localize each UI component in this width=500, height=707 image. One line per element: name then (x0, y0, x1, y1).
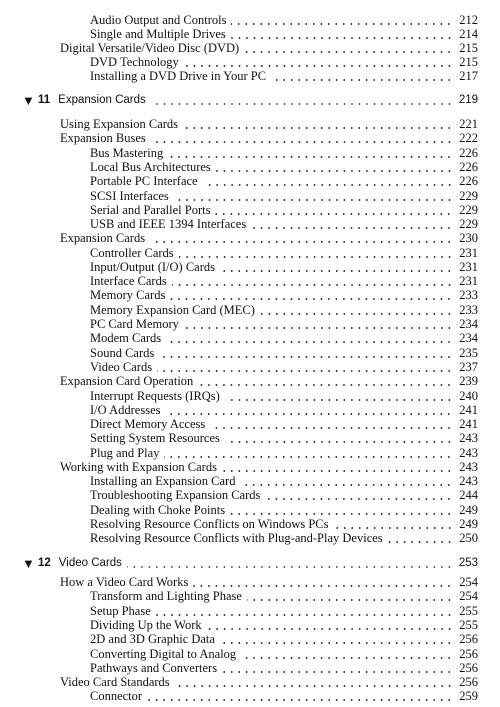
toc-entry-i-o-addresses (90, 403, 478, 418)
page-number: 234 (459, 317, 478, 331)
page-number: 234 (459, 331, 478, 345)
chapter-number: 11 (38, 94, 51, 106)
entry-title: Expansion Card Operation (60, 374, 194, 388)
page-number: 256 (459, 661, 478, 675)
entry-title: Installing an Expansion Card (90, 474, 236, 488)
page-number: 233 (459, 288, 478, 302)
entry-title: Resolving Resource Conflicts on Windows PCs (90, 517, 329, 531)
page-number: 221 (459, 117, 478, 131)
entry-title: Local Bus Architectures (90, 160, 211, 174)
chapter-title: Expansion Cards (58, 94, 146, 106)
toc-entry-installing-an-expansion-card (90, 474, 478, 489)
page-number: 241 (459, 417, 478, 431)
dot-leader (210, 427, 453, 429)
dot-leader (151, 141, 453, 143)
toc-entry-video-card-standards (60, 675, 478, 690)
dot-leader (334, 527, 453, 529)
toc-entry-transform-and-lighting-phase (90, 589, 478, 604)
dot-leader (222, 470, 453, 472)
page-number: 243 (459, 474, 478, 488)
entry-title: How a Video Card Works (60, 575, 189, 589)
toc-entry-digital-versatile-video-disc-dvd (60, 41, 478, 56)
dot-leader (244, 51, 453, 53)
page-number: 226 (459, 146, 478, 160)
page-number: 255 (459, 618, 478, 632)
page-number: 231 (459, 246, 478, 260)
toc-entry-setup-phase (90, 604, 478, 619)
entry-title: DVD Technology (90, 55, 179, 69)
entry-title: Video Card Standards (60, 675, 170, 689)
toc-entry-setting-system-resources (90, 431, 478, 446)
dot-leader (265, 498, 453, 500)
entry-title: 2D and 3D Graphic Data (90, 632, 215, 646)
toc-entry-scsi-interfaces (90, 189, 478, 204)
dot-leader (207, 628, 453, 630)
dot-leader (231, 37, 453, 39)
page-number: 256 (459, 632, 478, 646)
toc-entry-usb-and-ieee-1394-interfaces (90, 217, 478, 232)
dot-leader (215, 213, 453, 215)
dot-leader (184, 327, 453, 329)
page-number: 250 (459, 531, 478, 545)
toc-entry-memory-cards (90, 288, 478, 303)
page-number: 256 (459, 675, 478, 689)
dot-leader (175, 685, 453, 687)
toc-entry-audio-output-and-controls (90, 13, 478, 28)
triangle-down-icon: ▼ (22, 556, 35, 571)
entry-title: Using Expansion Cards (60, 117, 179, 131)
page-number: 229 (459, 203, 478, 217)
entry-title: Bus Mastering (90, 146, 164, 160)
page-number: 215 (459, 41, 478, 55)
toc-entry-local-bus-architectures (90, 160, 478, 175)
toc-entry-expansion-card-operation (60, 374, 478, 389)
page-number: 215 (459, 55, 478, 69)
toc-entry-interface-cards (90, 274, 478, 289)
dot-leader (151, 103, 453, 105)
dot-leader (220, 270, 453, 272)
dot-leader (388, 541, 453, 543)
dot-leader (164, 456, 453, 458)
page-number: 255 (459, 604, 478, 618)
entry-title: Memory Cards (90, 288, 166, 302)
dot-leader (150, 241, 453, 243)
entry-title: Installing a DVD Drive in Your PC (90, 69, 267, 83)
toc-entry-direct-memory-access (90, 417, 478, 432)
dot-leader (166, 341, 453, 343)
page-number: 217 (459, 69, 478, 83)
page-number: 231 (459, 274, 478, 288)
page-number: 222 (459, 131, 478, 145)
page-number: 254 (459, 575, 478, 589)
entry-title: Interface Cards (90, 274, 167, 288)
page-number: 237 (459, 360, 478, 374)
dot-leader (251, 227, 453, 229)
page-number: 230 (459, 231, 478, 245)
entry-title: USB and IEEE 1394 Interfaces (90, 217, 247, 231)
entry-title: Pathways and Converters (90, 661, 218, 675)
dot-leader (127, 566, 453, 568)
dot-leader (170, 298, 453, 300)
page-number: 241 (459, 403, 478, 417)
page-number: 240 (459, 389, 478, 403)
entry-title: Transform and Lighting Phase (90, 589, 242, 603)
chapter-title: Video Cards (58, 557, 122, 569)
dot-leader (157, 370, 453, 372)
dot-leader (193, 585, 453, 587)
toc-entry-working-with-expansion-cards (60, 460, 478, 475)
page-number: 259 (459, 689, 478, 703)
dot-leader (183, 127, 453, 129)
page-number: 253 (458, 557, 478, 569)
chapter-heading (22, 93, 478, 108)
entry-title: Sound Cards (90, 346, 155, 360)
page-number: 249 (459, 503, 478, 517)
toc-entry-input-output-i-o-cards (90, 260, 478, 275)
dot-leader (168, 156, 453, 158)
chapter-number: 12 (38, 557, 51, 569)
entry-title: Input/Output (I/O) Cards (90, 260, 215, 274)
toc-entry-how-a-video-card-works (60, 575, 478, 590)
page-number: 249 (459, 517, 478, 531)
dot-leader (184, 65, 453, 67)
page-number: 243 (459, 431, 478, 445)
page-number: 243 (459, 446, 478, 460)
dot-leader (159, 356, 453, 358)
dot-leader (225, 399, 453, 401)
page-number: 254 (459, 589, 478, 603)
entry-title: Interrupt Requests (IRQs) (90, 389, 220, 403)
toc-entry-pathways-and-converters (90, 661, 478, 676)
toc-entry-video-cards (90, 360, 478, 375)
dot-leader (241, 657, 453, 659)
entry-title: Converting Digital to Analog (90, 647, 237, 661)
toc-entry-expansion-cards (60, 231, 478, 246)
toc-entry-installing-a-dvd-drive-in-your-pc (90, 69, 478, 84)
toc-entry-bus-mastering (90, 146, 478, 161)
dot-leader (179, 256, 453, 258)
page-number: 244 (459, 488, 478, 502)
toc-entry-connector (90, 689, 478, 704)
toc-entry-using-expansion-cards (60, 117, 478, 132)
dot-leader (231, 23, 453, 25)
toc-entry-interrupt-requests-irqs (90, 389, 478, 404)
dot-leader (198, 384, 453, 386)
dot-leader (222, 671, 453, 673)
toc-entry-pc-card-memory (90, 317, 478, 332)
page-number: 256 (459, 647, 478, 661)
page-number: 226 (459, 160, 478, 174)
chapter-heading (22, 556, 478, 571)
entry-title: Setup Phase (90, 604, 151, 618)
toc-entry-controller-cards (90, 246, 478, 261)
page-number: 235 (459, 346, 478, 360)
entry-title: Controller Cards (90, 246, 174, 260)
dot-leader (220, 642, 453, 644)
entry-title: SCSI Interfaces (90, 189, 169, 203)
entry-title: Direct Memory Access (90, 417, 206, 431)
entry-title: Resolving Resource Conflicts with Plug-and-Play Devices (90, 531, 383, 545)
toc-entry-serial-and-parallel-ports (90, 203, 478, 218)
dot-leader (230, 513, 453, 515)
toc-entry-dealing-with-choke-points (90, 503, 478, 518)
entry-title: Plug and Play (90, 446, 160, 460)
entry-title: Expansion Buses (60, 131, 146, 145)
page-number: 219 (458, 94, 478, 106)
dot-leader (174, 199, 453, 201)
dot-leader (225, 441, 453, 443)
entry-title: Modem Cards (90, 331, 162, 345)
dot-leader (247, 599, 453, 601)
entry-title: Working with Expansion Cards (60, 460, 217, 474)
toc-entry-2d-and-3d-graphic-data (90, 632, 478, 647)
toc-entry-plug-and-play (90, 446, 478, 461)
entry-title: Single and Multiple Drives (90, 27, 226, 41)
entry-title: Expansion Cards (60, 231, 146, 245)
entry-title: Connector (90, 689, 143, 703)
dot-leader (147, 699, 453, 701)
page-number: 229 (459, 189, 478, 203)
dot-leader (216, 170, 453, 172)
triangle-down-icon: ▼ (22, 93, 35, 108)
toc-entry-resolving-resource-conflicts-on-windows-pcs (90, 517, 478, 532)
dot-leader (172, 284, 453, 286)
toc-entry-resolving-resource-conflicts-with-plug-and-play-devices (90, 531, 478, 546)
toc-entry-modem-cards (90, 331, 478, 346)
entry-title: Audio Output and Controls (90, 13, 227, 27)
entry-title: Serial and Parallel Ports (90, 203, 211, 217)
dot-leader (156, 614, 453, 616)
entry-title: Portable PC Interface (90, 174, 198, 188)
dot-leader (260, 313, 453, 315)
toc-entry-dvd-technology (90, 55, 478, 70)
entry-title: Troubleshooting Expansion Cards (90, 488, 261, 502)
toc-entry-memory-expansion-card-mec (90, 303, 478, 318)
dot-leader (203, 184, 453, 186)
page-number: 212 (459, 13, 478, 27)
entry-title: I/O Addresses (90, 403, 161, 417)
toc-entry-sound-cards (90, 346, 478, 361)
entry-title: Dividing Up the Work (90, 618, 202, 632)
toc-entry-portable-pc-interface (90, 174, 478, 189)
entry-title: Video Cards (90, 360, 153, 374)
entry-title: Setting System Resources (90, 431, 220, 445)
dot-leader (240, 484, 453, 486)
page-number: 229 (459, 217, 478, 231)
page-number: 214 (459, 27, 478, 41)
page-number: 231 (459, 260, 478, 274)
toc-entry-expansion-buses (60, 131, 478, 146)
toc-entry-converting-digital-to-analog (90, 647, 478, 662)
page-number: 239 (459, 374, 478, 388)
toc-entry-troubleshooting-expansion-cards (90, 488, 478, 503)
page-number: 226 (459, 174, 478, 188)
page-number: 233 (459, 303, 478, 317)
toc-entry-dividing-up-the-work (90, 618, 478, 633)
page-number: 243 (459, 460, 478, 474)
dot-leader (271, 79, 453, 81)
entry-title: Memory Expansion Card (MEC) (90, 303, 255, 317)
toc-entry-single-and-multiple-drives (90, 27, 478, 42)
dot-leader (165, 413, 453, 415)
entry-title: Digital Versatile/Video Disc (DVD) (60, 41, 240, 55)
entry-title: Dealing with Choke Points (90, 503, 226, 517)
entry-title: PC Card Memory (90, 317, 179, 331)
